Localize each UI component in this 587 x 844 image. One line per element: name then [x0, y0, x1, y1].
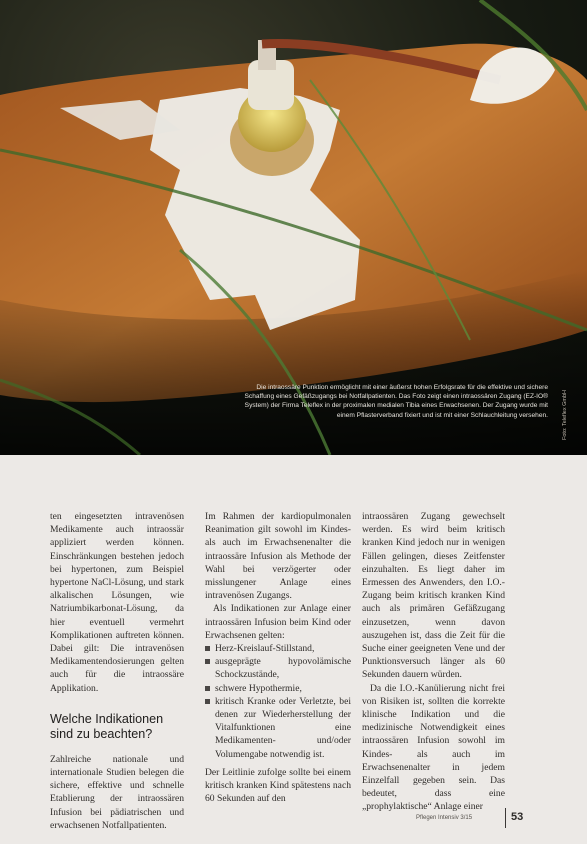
column-3 [362, 510, 505, 814]
paragraph: Der Leitlinie zufolge sollte bei einem kritisch kranken Kind spätestens nach 60 Sekunden auf den [205, 766, 351, 805]
paragraph: intraossären Zugang gewechselt werden. Es wird beim kritisch kranken Kind jedoch nur in wenigen Fällen gelingen, dieses Zeitfenster einzuhalten. Es liegt daher im Ermessen des Anwenders, den I.O.-Zugang beim kritisch kranken Kind auch als primären Gefäßzugang einzusetzen, wenn davon auszugehen ist, dass die Zeit für die Suche einer geeigneten Vene und der Punktionsversuch länger als 60 Sekunden dauern würden. [362, 511, 505, 681]
page-number: 53 [511, 811, 524, 823]
photo-credit: Foto: Teleflex GmbH [562, 389, 568, 440]
list-item: ausgeprägte hypovolämische Schockzustände, [205, 655, 351, 681]
photo-caption: Die intraossäre Punktion ermöglicht mit einer äußerst hohen Erfolgsrate für die effektive und sichere Schaffung eines Gefäßzugangs bei Notfallpatienten. Das Foto zeigt einen intraossären Zugang (EZ-IO® System) der Firma Teleflex in der proximalen medialen Tibia eines Erwachsenen. Der Zugang wurde mit einem Pflasterverband fixiert und ist mit einer Schlauchleitung versehen. [244, 384, 548, 419]
list-item: kritisch Kranke oder Verletzte, bei denen zur Wiederherstellung der Vitalfunktionen eine Medikamenten- und/oder Volumengabe notwendig ist. [205, 695, 351, 761]
column-2 [205, 510, 351, 805]
list-item: schwere Hypothermie, [205, 682, 351, 695]
paragraph: Zahlreiche nationale und internationale Studien belegen die sichere, effektive und schnelle Etablierung der intraossären Infusion bei pädiatrischen und erwachsenen Notfallpatienten. [50, 753, 184, 831]
list-item: Herz-Kreislauf-Stillstand, [205, 642, 351, 655]
indication-list [205, 642, 351, 761]
paragraph: Da die I.O.-Kanülierung nicht frei von Risiken ist, sollten die korrekte klinische Indikation und die medizinische Notwendigkeit eines intraossären Infusion sowohl im Kindes- als auch im Erwachsenenalter in jedem Einzelfall gegeben sein. Das bedeutet, dass eine „prophylaktische“ Anlage einer [362, 682, 505, 813]
paragraph: Im Rahmen der kardiopulmonalen Reanimation gilt sowohl im Kindes- als auch im Erwachsenenalter die intraossäre Infusion als Methode der Wahl bei verzögerter oder misslungener Anlage eines intravenösen Zugangs. [205, 511, 351, 602]
paragraph: Als Indikationen zur Anlage einer intraossären Infusion beim Kind oder Erwachsenen gelten: [205, 603, 351, 641]
paragraph: ten eingesetzten intravenösen Medikamente auch intraossär appliziert werden können. Einschränkungen bestehen jedoch bei hypertonen, zum Beispiel hypertone NaCl-Lösung, und stark alkalischen Lösungen, wie Natriumbikarbonat-Lösung, da hier eventuell vermehrt Komplikationen auftreten können. Dabei gilt: Die intravenösen Medikamentendosierungen gelten auch für die intraossäre Applikation. [50, 511, 184, 694]
page-divider [505, 808, 506, 828]
journal-footer: Pflegen Intensiv 3/15 [416, 815, 473, 821]
section-heading: Welche Indikationen sind zu beachten? [50, 711, 164, 742]
column-1 [50, 510, 184, 832]
